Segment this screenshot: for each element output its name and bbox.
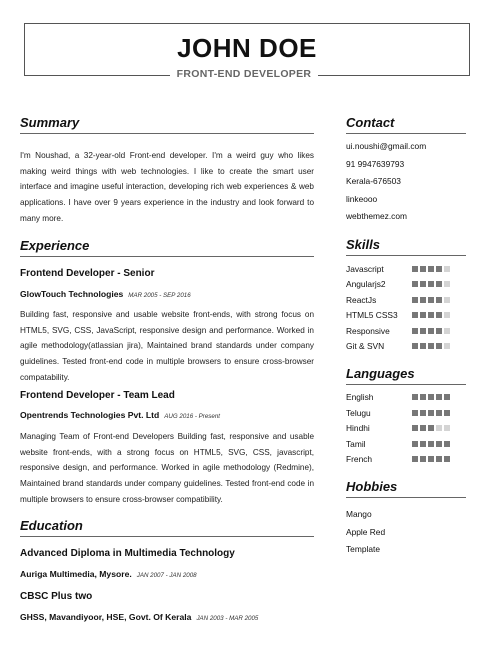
level-dot-filled [412, 328, 418, 334]
language-level-meter [412, 456, 452, 466]
skill-level-meter [412, 281, 452, 291]
level-dot-filled [428, 343, 434, 349]
contact-location: Kerala-676503 [346, 176, 401, 186]
job-2-title: Frontend Developer - Team Lead [20, 390, 175, 401]
languages-rule [346, 384, 466, 385]
summary-heading: Summary [20, 115, 80, 130]
level-dot-filled [412, 441, 418, 447]
hobbies-rule [346, 497, 466, 498]
skill-name: Javascript [346, 264, 384, 274]
skill-row [346, 308, 466, 323]
person-name: JOHN DOE [177, 33, 317, 63]
contact-rule [346, 133, 466, 134]
level-dot-empty [444, 343, 450, 349]
level-dot-filled [436, 456, 442, 462]
level-dot-filled [412, 394, 418, 400]
contact-heading: Contact [346, 115, 395, 130]
skill-name: Angularjs2 [346, 279, 386, 290]
edu-2-degree: CBSC Plus two [20, 591, 93, 602]
hobbies-list [346, 506, 385, 559]
level-dot-empty [444, 328, 450, 334]
level-dot-empty [444, 297, 450, 303]
hobby-item: Apple Red [346, 526, 386, 537]
skill-level-meter [412, 343, 452, 353]
job-1-company-name: GlowTouch Technologies [20, 289, 124, 299]
level-dot-empty [444, 312, 450, 318]
level-dot-filled [420, 343, 426, 349]
language-level-meter [412, 425, 452, 435]
skill-name: Responsive [346, 325, 390, 336]
skill-name: ReactJs [346, 294, 377, 305]
hobbies-heading: Hobbies [346, 479, 398, 494]
language-row [346, 390, 466, 405]
contact-phone: 91 9947639793 [346, 158, 405, 169]
skill-row [346, 293, 466, 308]
level-dot-filled [420, 266, 426, 272]
level-dot-filled [420, 281, 426, 287]
summary-text: I'm Noushad, a 32-year-old Front-end developer. I'm a weird guy who likes making weird things with web technologies. I like to create the smart user interface and imagine useful interaction, developing rich web experiences & web applications. I have over 9 years experience in the industry and look forward to many more. [20, 151, 314, 223]
level-dot-filled [428, 328, 434, 334]
level-dot-filled [412, 456, 418, 462]
level-dot-filled [412, 343, 418, 349]
education-rule [20, 536, 314, 537]
level-dot-filled [412, 297, 418, 303]
job-title-header: FRONT-END DEVELOPER [170, 66, 318, 82]
contact-linkedin[interactable]: linkeooo [346, 193, 378, 204]
level-dot-filled [436, 297, 442, 303]
summary-rule [20, 133, 314, 134]
edu-2-date: JAN 2003 - MAR 2005 [196, 615, 259, 622]
level-dot-empty [444, 425, 450, 431]
language-name: Tamil [346, 438, 366, 449]
skill-name: Git & SVN [346, 341, 385, 351]
level-dot-filled [436, 312, 442, 318]
level-dot-filled [444, 441, 450, 447]
level-dot-filled [420, 394, 426, 400]
level-dot-filled [428, 456, 434, 462]
job-1-date: MAR 2005 - SEP 2016 [128, 292, 191, 299]
language-level-meter [412, 410, 452, 420]
skill-level-meter [412, 328, 452, 338]
level-dot-filled [428, 410, 434, 416]
level-dot-filled [412, 281, 418, 287]
level-dot-filled [444, 394, 450, 400]
level-dot-filled [420, 441, 426, 447]
level-dot-filled [420, 312, 426, 318]
language-row [346, 452, 466, 467]
level-dot-filled [436, 266, 442, 272]
job-1-title: Frontend Developer - Senior [20, 268, 155, 279]
level-dot-filled [428, 266, 434, 272]
level-dot-filled [436, 394, 442, 400]
level-dot-filled [420, 410, 426, 416]
level-dot-filled [428, 297, 434, 303]
contact-list [346, 138, 426, 226]
level-dot-filled [428, 281, 434, 287]
skill-row [346, 262, 466, 277]
languages-heading: Languages [346, 366, 415, 381]
language-row [346, 421, 466, 436]
language-name: Hindhi [346, 423, 370, 434]
education-heading: Education [20, 518, 83, 533]
level-dot-filled [428, 312, 434, 318]
level-dot-filled [444, 410, 450, 416]
level-dot-filled [436, 410, 442, 416]
language-name: English [346, 392, 374, 402]
language-level-meter [412, 394, 452, 404]
level-dot-filled [412, 410, 418, 416]
level-dot-empty [444, 266, 450, 272]
level-dot-filled [428, 425, 434, 431]
skill-row [346, 339, 466, 354]
level-dot-filled [412, 312, 418, 318]
skill-row [346, 324, 466, 339]
contact-website[interactable]: webthemez.com [346, 211, 407, 221]
skill-level-meter [412, 312, 452, 322]
job-2-company [20, 410, 220, 420]
level-dot-filled [436, 343, 442, 349]
level-dot-filled [420, 425, 426, 431]
level-dot-filled [436, 328, 442, 334]
edu-2-school-name: GHSS, Mavandiyoor, HSE, Govt. Of Kerala [20, 612, 192, 622]
skill-level-meter [412, 266, 452, 276]
skill-row [346, 277, 466, 292]
level-dot-filled [436, 441, 442, 447]
language-row [346, 437, 466, 452]
edu-1-school [20, 569, 197, 579]
job-2-date: AUG 2016 - Present [164, 413, 220, 420]
edu-1-school-name: Auriga Multimedia, Mysore. [20, 569, 132, 579]
hobby-item: Mango [346, 509, 372, 519]
level-dot-filled [428, 394, 434, 400]
experience-heading: Experience [20, 238, 90, 253]
job-2-company-name: Opentrends Technologies Pvt. Ltd [20, 410, 160, 420]
experience-rule [20, 256, 314, 257]
hobby-item: Template [346, 544, 380, 554]
language-level-meter [412, 441, 452, 451]
edu-1-degree: Advanced Diploma in Multimedia Technology [20, 548, 235, 559]
edu-2-school [20, 612, 258, 622]
level-dot-filled [420, 456, 426, 462]
level-dot-filled [420, 297, 426, 303]
level-dot-filled [436, 281, 442, 287]
language-name: French [346, 454, 373, 465]
level-dot-filled [428, 441, 434, 447]
job-2-description: Managing Team of Front-end Developers Building fast, responsive and usable website front-ends, with a strong focus on HTML5, SVG, CSS, javascript, responsive design, and performance. Worked in agile methodology (Redmine), Maintained brand standards under company guidelines. Tested front-end code in multiple browsers to ensure cross-browser compatibility. [20, 432, 314, 504]
job-1-company [20, 289, 191, 299]
skills-rule [346, 255, 466, 256]
level-dot-filled [444, 456, 450, 462]
skill-name: HTML5 CSS3 [346, 310, 398, 321]
skill-level-meter [412, 297, 452, 307]
contact-email[interactable]: ui.noushi@gmail.com [346, 141, 427, 151]
language-row [346, 406, 466, 421]
level-dot-empty [444, 281, 450, 287]
job-1-description: Building fast, responsive and usable website front-ends, with strong focus on HTML5, SVG, CSS, JavaScript, responsive design and performance. Worked in agile methodology(atlassian jira), Maintained brand standards under company guidelines. Tested front-end code in multiple browsers to ensure cross-browser compatability. [20, 310, 314, 382]
level-dot-filled [412, 425, 418, 431]
level-dot-filled [412, 266, 418, 272]
level-dot-filled [420, 328, 426, 334]
skills-heading: Skills [346, 237, 380, 252]
edu-1-date: JAN 2007 - JAN 2008 [136, 572, 197, 579]
level-dot-empty [436, 425, 442, 431]
language-name: Telugu [346, 407, 371, 418]
